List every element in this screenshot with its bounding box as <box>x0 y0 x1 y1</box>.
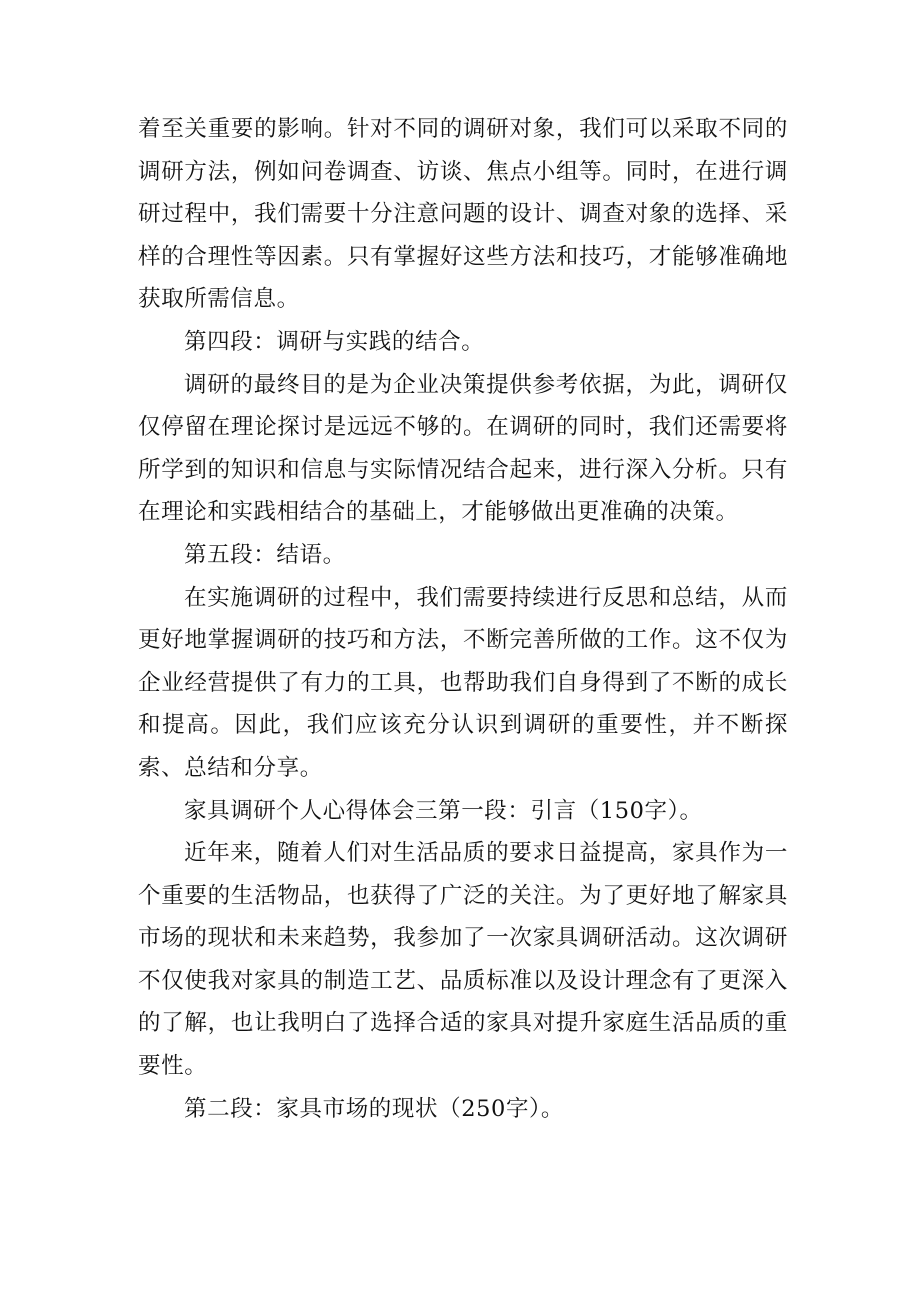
article-heading-intro: 家具调研个人心得体会三第一段：引言（150字）。 <box>184 797 703 824</box>
paragraph: 近年来，随着人们对生活品质的要求日益提高，家具作为一个重要的生活物品，也获得了广泛的关注。为了更好地了解家具市场的现状和未来趋势，我参加了一次家具调研活动。这次调研不仅使我对家具的制造工艺、品质标准以及设计理念有了更深入的了解，也让我明白了选择合适的家具对提升家庭生活品质的重要性。 <box>138 840 788 1080</box>
section-heading-2: 第二段：家具市场的现状（250字）。 <box>184 1095 564 1122</box>
document-body <box>138 108 788 1130</box>
paragraph-continuation: 着至关重要的影响。针对不同的调研对象，我们可以采取不同的调研方法，例如问卷调查、访谈、焦点小组等。同时，在进行调研过程中，我们需要十分注意问题的设计、调查对象的选择、采样的合理性等因素。只有掌握好这些方法和技巧，才能够准确地获取所需信息。 <box>138 116 788 313</box>
section-heading-5: 第五段：结语。 <box>184 541 346 568</box>
section-heading-4: 第四段：调研与实践的结合。 <box>184 328 485 355</box>
paragraph: 在实施调研的过程中，我们需要持续进行反思和总结，从而更好地掌握调研的技巧和方法，不断完善所做的工作。这不仅为企业经营提供了有力的工具，也帮助我们自身得到了不断的成长和提高。因此，我们应该充分认识到调研的重要性，并不断探索、总结和分享。 <box>138 584 788 781</box>
paragraph: 调研的最终目的是为企业决策提供参考依据，为此，调研仅仅停留在理论探讨是远远不够的。在调研的同时，我们还需要将所学到的知识和信息与实际情况结合起来，进行深入分析。只有在理论和实践相结合的基础上，才能够做出更准确的决策。 <box>138 371 788 526</box>
